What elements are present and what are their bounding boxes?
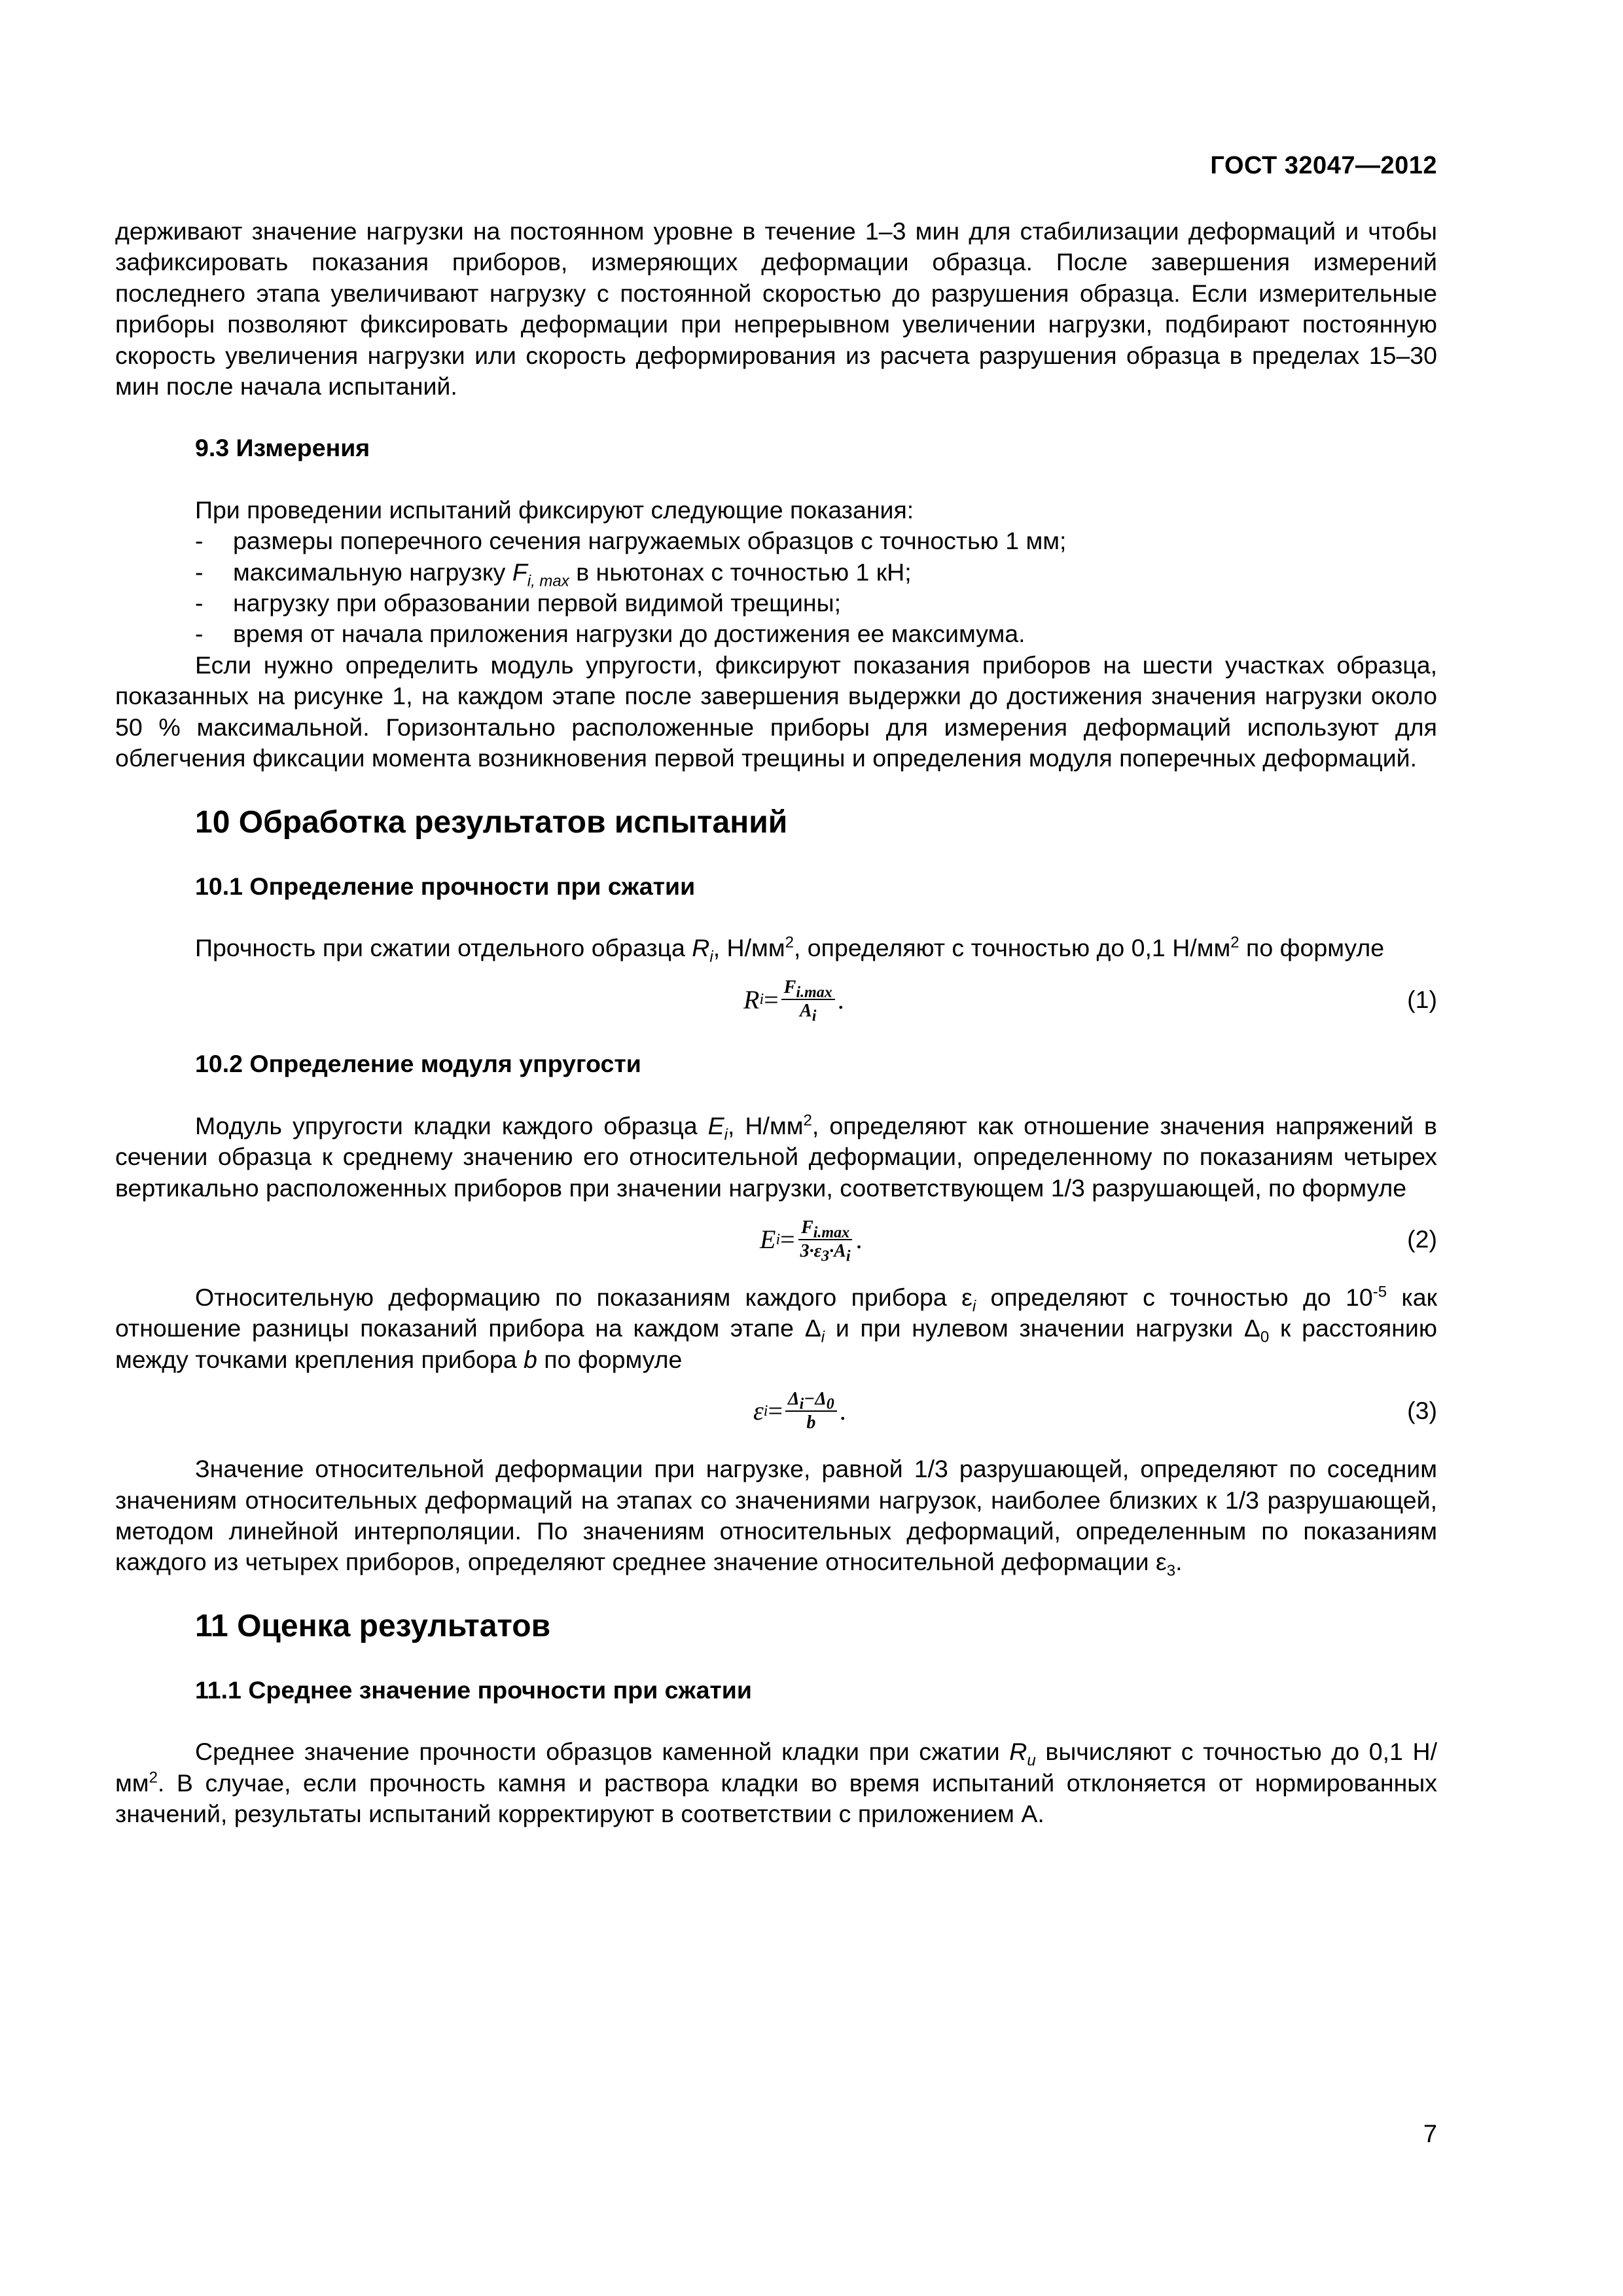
- document-code: ГОСТ 32047—2012: [1210, 152, 1437, 179]
- heading-10-1: 10.1 Определение прочности при сжатии: [195, 872, 696, 900]
- page-number: 7: [1423, 2121, 1437, 2148]
- list-item: [115, 619, 1437, 649]
- var-f-sub: i, max: [527, 572, 569, 590]
- heading-9-3: 9.3 Измерения: [195, 434, 370, 462]
- interpolation-paragraph: Значение относительной деформации при нагрузке, равной 1/3 разрушающей, определяют по соседним значениям относительных деформаций на этапах со значениями нагрузок, наиболее близких к 1/3 разрушающей, методом линейной интерполяции. По значениям относительных деформаций, определенным по показаниям каждого из четырех приборов, определяют среднее значение относительной деформации $\varepsilon_3$.: [115, 1455, 1437, 1580]
- fraction: $\frac{F_{i.max}}{3\cdot\varepsilon_3\cdot A_i}$: [798, 1217, 853, 1263]
- fraction: $\frac{F_{i.max}}{A_i}$: [781, 977, 835, 1022]
- list-item: [115, 588, 1437, 619]
- list-item-text: в ньютонах с точностью 1 кН;: [569, 558, 912, 586]
- intro-paragraph: держивают значение нагрузки на постоянном уровне в течение 1–3 мин для стабилизации деформаций и чтобы зафиксировать показания приборов, измеряющих деформации образца. После завершения измерений последнего этапа увеличивают нагрузку с постоянной скоростью до разрушения образца. Если измерительные приборы позволяют фиксировать деформации при непрерывном увеличении нагрузки, подбирают постоянную скорость увеличения нагрузки или скорость деформирования из расчета разрушения образца в пределах 15–30 мин после начала испытаний.: [115, 217, 1437, 401]
- list-item-text: нагрузку при образовании первой видимой трещины;: [233, 589, 841, 617]
- list-item: [115, 557, 1437, 588]
- measurements-list: [115, 526, 1437, 650]
- dash-marker: -: [195, 589, 204, 617]
- list-item-text: размеры поперечного сечения нагружаемых образцов с точностью 1 мм;: [233, 527, 1067, 555]
- average-strength-paragraph: Среднее значение прочности образцов каменной кладки при сжатии $R_u$ вычисляют с точностью до 0,1 $Н/мм^2$. В случае, если прочность камня и раствора кладки во время испытаний отклоняется от нормированных значений, результаты испытаний корректируют в соответствии с приложением А.: [115, 1738, 1437, 1827]
- dash-marker: -: [195, 620, 204, 648]
- list-item-text: время от начала приложения нагрузки до достижения ее максимума.: [233, 620, 1026, 648]
- heading-11-1: 11.1 Среднее значение прочности при сжатии: [195, 1676, 752, 1704]
- formula-1-row: [115, 963, 1437, 1035]
- list-item-text: максимальную нагрузку: [233, 558, 512, 586]
- strength-paragraph: Прочность при сжатии отдельного образца $R_i$, $Н/мм^2$, определяют с точностью до 0,1 $Н/мм^2$ по формуле: [195, 933, 1385, 966]
- formula-3: ε i = $\frac{\Delta_i-\Delta_0}{b}$ .: [753, 1389, 846, 1433]
- fraction: $\frac{\Delta_i-\Delta_0}{b}$: [785, 1388, 837, 1434]
- modulus-paragraph: Модуль упругости кладки каждого образца $E_i$, $Н/мм^2$, определяют как отношение значения напряжений в сечении образца к среднему значению его относительной деформации, определенному по показаниям четырех вертикально расположенных приборов при значении нагрузки, соответствующем 1/3 разрушающей, по формуле: [115, 1111, 1437, 1202]
- dash-marker: -: [195, 527, 204, 555]
- equation-number: (2): [1407, 1225, 1437, 1253]
- heading-10-2: 10.2 Определение модуля упругости: [195, 1050, 641, 1078]
- equation-number: (1): [1407, 985, 1437, 1013]
- equation-number: (3): [1407, 1397, 1437, 1425]
- strain-paragraph: Относительную деформацию по показаниям каждого прибора $\varepsilon_i$ определяют с точностью до $10^{-5}$ как отношение разницы показаний прибора на каждом этапе $\Delta_i$ и при нулевом значении нагрузки $\Delta_0$ к расстоянию между точками крепления прибора b по формуле: [115, 1283, 1437, 1373]
- formula-1: R i = $\frac{F_{i.max}}{A_i}$ .: [743, 977, 844, 1025]
- list-item: [115, 526, 1437, 556]
- var-f: F: [512, 558, 527, 586]
- heading-11: 11 Оценка результатов: [195, 1608, 551, 1643]
- formula-2: E i = $\frac{F_{i.max}}{3\cdot\varepsilon_3\cdot A_i}$ .: [760, 1217, 863, 1265]
- dash-marker: -: [195, 558, 204, 586]
- page-content: [115, 216, 1437, 1829]
- formula-3-row: [115, 1375, 1437, 1447]
- formula-2-row: [115, 1204, 1437, 1276]
- heading-10: 10 Обработка результатов испытаний: [195, 804, 788, 840]
- measurements-lead: При проведении испытаний фиксируют следующие показания:: [195, 495, 914, 524]
- elastic-modulus-paragraph: Если нужно определить модуль упругости, фиксируют показания приборов на шести участках образца, показанных на рисунке 1, на каждом этапе после завершения выдержки до достижения значения нагрузки около 50 % максимальной. Горизонтально расположенные приборы для измерения деформаций используют для облегчения фиксации момента возникновения первой трещины и определения модуля поперечных деформаций.: [115, 651, 1437, 772]
